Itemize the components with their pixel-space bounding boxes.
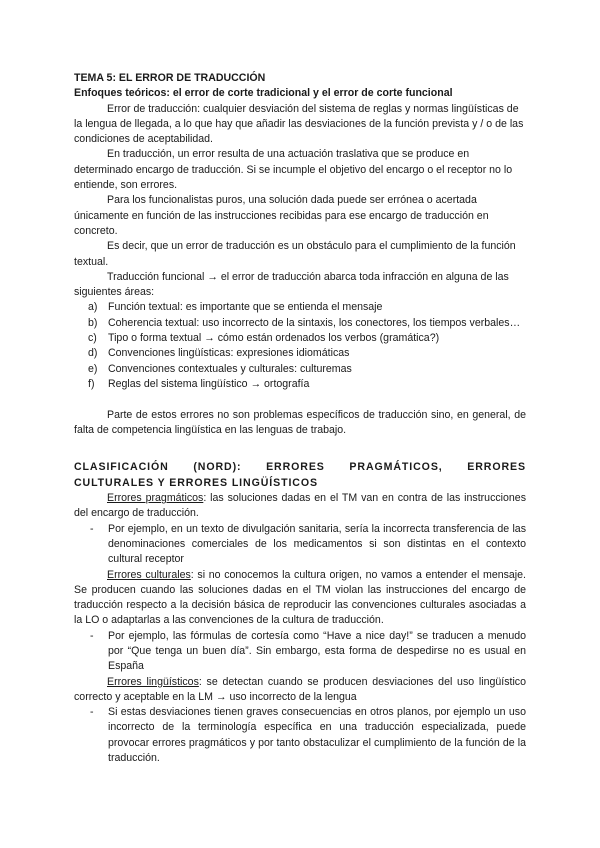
list-item: - Por ejemplo, en un texto de divulgación sanitaria, sería la incorrecta transferencia de las denominaciones comerciales de los medicamentos si son distintas en el contexto cultural receptor <box>90 522 526 566</box>
pragmatic-examples-list <box>74 522 526 568</box>
list-item: b) Coherencia textual: uso incorrecto de la sintaxis, los conectores, los tiempos verbales… <box>88 316 521 329</box>
definition-paragraph: Error de traducción: cualquier desviación del sistema de reglas y normas lingüísticas de la lengua de llegada, a lo que hay que añadir las desviaciones de la función prevista y / o de las condiciones de aceptabilidad. <box>74 102 524 146</box>
document-body <box>74 71 526 766</box>
linguistic-errors-paragraph: Errores lingüísticos: se detectan cuando se producen desviaciones del uso lingüístico correcto y aceptable en la LM → uso incorrecto de la lengua <box>74 675 526 703</box>
classification-heading: CLASIFICACIÓN (NORD): ERRORES PRAGMÁTICOS, ERRORES CULTURALES Y ERRORES LINGÜÍSTICOS <box>74 461 526 489</box>
cultural-errors-paragraph: Errores culturales: si no conocemos la cultura origen, no vamos a entender el mensaje. Se producen cuando las soluciones dadas en el TM violan las instrucciones del encargo de traducción respecto a la decisión básica de reproducir las convenciones culturales asociadas a la LO o adaptarlas a las convenciones de la cultura de traducción. <box>74 568 526 627</box>
linguistic-errors-term: Errores lingüísticos <box>107 675 199 688</box>
paragraph-actuacion-traslativa: En traducción, un error resulta de una actuación traslativa que se produce en determinado encargo de traducción. Si se incumple el objetivo del encargo o el receptor no lo entiende, son errores. <box>74 148 513 192</box>
list-item: - Por ejemplo, las fórmulas de cortesía como “Have a nice day!” se traducen a menudo por “Que tenga un buen día”. Sin embargo, esta forma de despedirse no es usual en España <box>90 629 526 673</box>
closing-paragraph: Parte de estos errores no son problemas específicos de traducción sino, en general, de falta de competencia lingüística en las lenguas de trabajo. <box>74 408 526 436</box>
spacer <box>74 438 526 453</box>
pragmatic-errors-paragraph: Errores pragmáticos: las soluciones dadas en el TM van en contra de las instrucciones del encargo de traducción. <box>74 492 526 520</box>
paragraph-obstaculo: Es decir, que un error de traducción es un obstáculo para el cumplimiento de la función textual. <box>74 240 516 268</box>
spacer <box>74 392 526 407</box>
paragraph-traduccion-funcional: Traducción funcional → el error de traducción abarca toda infracción en alguna de las siguientes áreas: <box>74 270 509 299</box>
spacer <box>74 453 526 460</box>
list-item: d) Convenciones lingüísticas: expresiones idiomáticas <box>88 347 350 360</box>
list-item: e) Convenciones contextuales y culturales: culturemas <box>88 362 352 375</box>
list-item: a) Función textual: es importante que se entienda el mensaje <box>88 301 383 314</box>
cultural-examples-list <box>74 629 526 675</box>
error-areas-list <box>74 300 526 392</box>
linguistic-examples-list <box>74 705 526 766</box>
pragmatic-errors-term: Errores pragmáticos <box>107 492 204 505</box>
list-item: f) Reglas del sistema lingüístico → ortografía <box>88 377 310 390</box>
paragraph-funcionalistas: Para los funcionalistas puros, una solución dada puede ser errónea o acertada únicamente en función de las instrucciones recibidas para ese encargo de traducción en concreto. <box>74 194 489 237</box>
list-item: c) Tipo o forma textual → cómo están ordenados los verbos (gramática?) <box>88 332 440 345</box>
cultural-errors-term: Errores culturales <box>107 568 191 581</box>
document-title: TEMA 5: EL ERROR DE TRADUCCIÓN <box>74 72 266 84</box>
list-item: - Si estas desviaciones tienen graves consecuencias en otros planos, por ejemplo un uso incorrecto de la terminología específica en una traducción especializada, puede provocar errores pragmáticos y por tanto obstaculizar el cumplimiento de la función de la traducción. <box>90 706 526 765</box>
document-subtitle: Enfoques teóricos: el error de corte tradicional y el error de corte funcional <box>74 87 453 100</box>
